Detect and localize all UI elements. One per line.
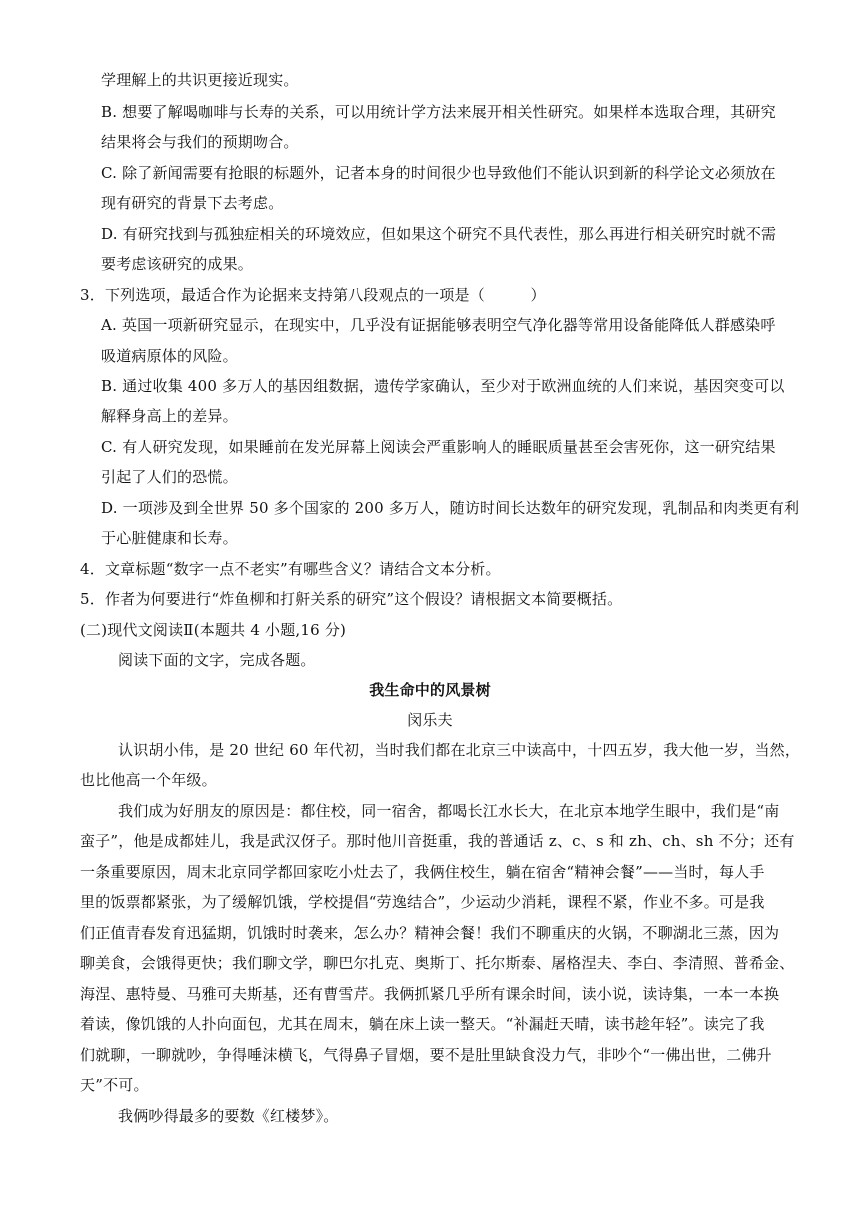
option-d-line: D. 有研究找到与孤独症相关的环境效应，但如果这个研究不具代表性，那么再进行相关研究时就不需 (101, 225, 777, 243)
paragraph-line: 一条重要原因，周末北京同学都回家吃小灶去了，我俩住校生，躺在宿舍“精神会餐”——当时，每人手 (80, 863, 765, 881)
text-line: 吸道病原体的风险。 (101, 347, 238, 365)
text-line: 解释身高上的差异。 (101, 407, 238, 425)
text-line: 结果将会与我们的预期吻合。 (101, 133, 299, 151)
question-3: 3．下列选项，最适合作为论据来支持第八段观点的一项是（ ） (80, 286, 546, 304)
text-line: 现有研究的背景下去考虑。 (101, 194, 284, 212)
option-c-line: C. 除了新闻需要有抢眼的标题外，记者本身的时间很少也导致他们不能认识到新的科学论文必须放在 (101, 164, 776, 182)
question-4: 4．文章标题“数字一点不老实”有哪些含义？请结合文本分析。 (80, 560, 501, 578)
paragraph-line: 海涅、惠特曼、马雅可夫斯基，还有曹雪芹。我俩抓紧几乎所有课余时间，读小说，读诗集，一本一本换 (80, 985, 780, 1003)
paragraph-line: 认识胡小伟，是 20 世纪 60 年代初，当时我们都在北京三中读高中，十四五岁，我大他一岁，当然， (118, 741, 801, 759)
paragraph-line: 们正值青春发育迅猛期，饥饿时时袭来，怎么办？精神会餐！我们不聊重庆的火锅，不聊湖北三蒸，因为 (80, 924, 780, 942)
text-line: 学理解上的共识更接近现实。 (101, 71, 299, 89)
paragraph-line: 我俩吵得最多的要数《红楼梦》。 (118, 1107, 339, 1125)
paragraph-line: 也比他高一个年级。 (80, 771, 217, 789)
option-b-line: B. 想要了解喝咖啡与长寿的关系，可以用统计学方法来展开相关性研究。如果样本选取合理，其研究 (101, 103, 776, 121)
section-heading: (二)现代文阅读Ⅱ(本题共 4 小题,16 分) (80, 621, 347, 639)
article-author: 闵乐夫 (407, 711, 453, 729)
paragraph-line: 天”不可。 (80, 1076, 149, 1094)
paragraph-line: 里的饭票都紧张，为了缓解饥饿，学校提倡“劳逸结合”，少运动少消耗，课程不紧，作业不多。可是我 (80, 893, 765, 911)
question-5: 5．作者为何要进行“炸鱼柳和打鼾关系的研究”这个假设？请根据文本简要概括。 (80, 590, 623, 608)
option-d-line: D. 一项涉及到全世界 50 多个国家的 200 多万人，随访时间长达数年的研究发现，乳制品和肉类更有利 (101, 499, 800, 517)
instruction-line: 阅读下面的文字，完成各题。 (118, 651, 316, 669)
paragraph-line: 蛮子”，他是成都娃儿，我是武汉伢子。那时他川音挺重，我的普通话 z、c、s 和 zh、ch、sh 不分；还有 (80, 832, 795, 850)
option-c-line: C. 有人研究发现，如果睡前在发光屏幕上阅读会严重影响人的睡眠质量甚至会害死你，这一研究结果 (101, 438, 776, 456)
option-a-line: A. 英国一项新研究显示，在现实中，几乎没有证据能够表明空气净化器等常用设备能降低人群感染呼 (101, 316, 776, 334)
article-title: 我生命中的风景树 (369, 681, 491, 699)
text-line: 要考虑该研究的成果。 (101, 255, 254, 273)
paragraph-line: 着读，像饥饿的人扑向面包，尤其在周末，躺在床上读一整天。“补漏赶天晴，读书趁年轻”。读完了我 (80, 1015, 765, 1033)
paragraph-line: 聊美食，会饿得更快；我们聊文学，聊巴尔扎克、奥斯丁、托尔斯泰、屠格涅夫、李白、李清照、普希金、 (80, 954, 795, 972)
text-line: 引起了人们的恐慌。 (101, 468, 238, 486)
text-line: 于心脏健康和长寿。 (101, 529, 238, 547)
paragraph-line: 们就聊，一聊就吵，争得唾沫横飞，气得鼻子冒烟，要不是肚里缺食没力气，非吵个“一佛出世，二佛升 (80, 1046, 772, 1064)
option-b-line: B. 通过收集 400 多万人的基因组数据，遗传学家确认，至少对于欧洲血统的人们来说，基因突变可以 (101, 377, 785, 395)
paragraph-line: 我们成为好朋友的原因是：都住校，同一宿舍，都喝长江水长大，在北京本地学生眼中，我们是“南 (118, 802, 780, 820)
